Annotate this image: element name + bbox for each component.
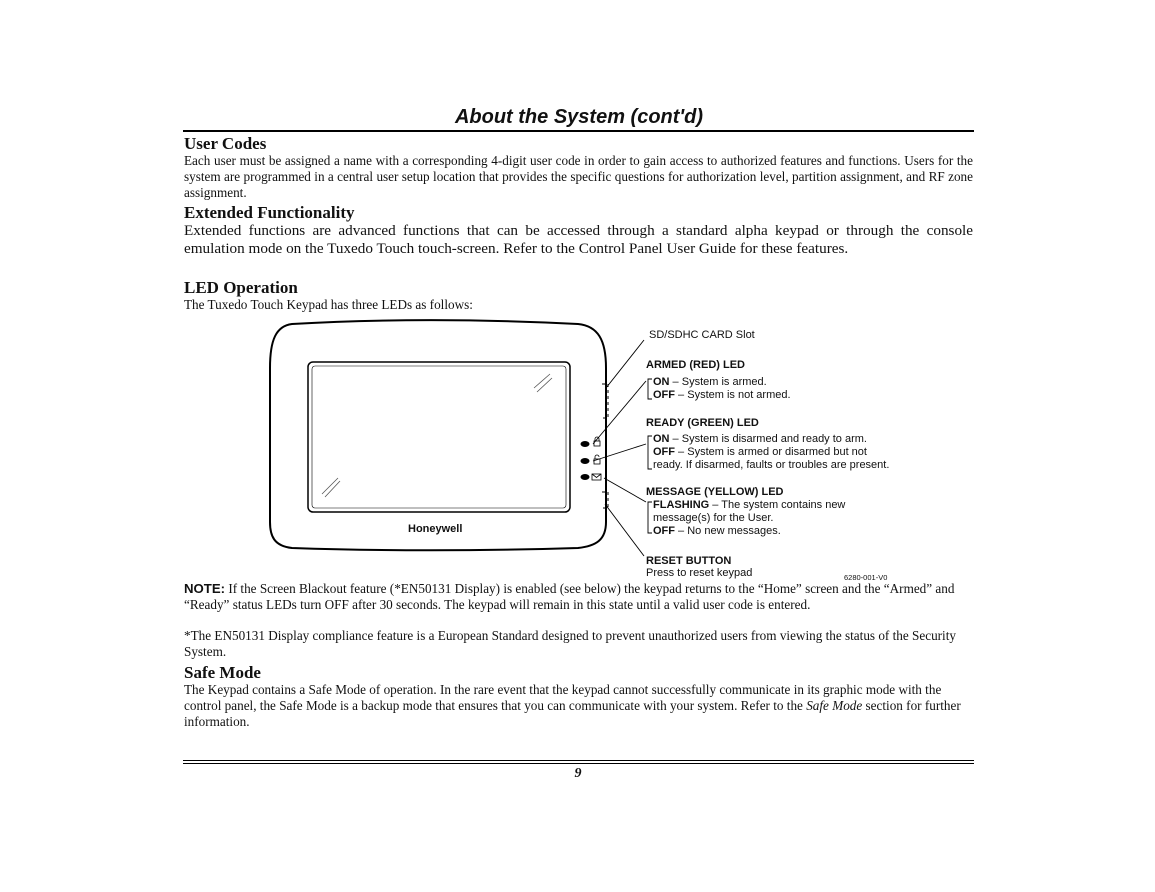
page-number: 9 bbox=[574, 766, 582, 781]
footnote-paragraph: *The EN50131 Display compliance feature is a European Standard designed to prevent unauthorized users from viewing the status of the Security System. bbox=[184, 628, 956, 659]
keypad-figure bbox=[260, 318, 900, 582]
heading-led-operation: LED Operation bbox=[184, 278, 298, 297]
armed-led bbox=[581, 441, 590, 447]
heading-extended-functionality: Extended Functionality bbox=[184, 203, 355, 222]
paragraph-extended-functionality: Extended functions are advanced functions that can be accessed through a standard alpha keypad or through the console emulation mode on the Tuxedo Touch touch-screen. Refer to the Control Panel User Guide for these features. bbox=[184, 222, 973, 257]
heading-safe-mode: Safe Mode bbox=[184, 663, 261, 682]
paragraph-safe-mode: The Keypad contains a Safe Mode of operation. In the rare event that the keypad cannot successfully communicate in its graphic mode with the control panel, the Safe Mode is a backup mode that ensures that you can communicate with your system. Refer to the Safe Mode section for further information. bbox=[184, 682, 961, 729]
footer-rule-bottom bbox=[183, 763, 974, 764]
armed-led-title: ARMED (RED) LED bbox=[646, 359, 745, 371]
message-led-flashing-cont: message(s) for the User. bbox=[653, 512, 774, 524]
paragraph-user-codes: Each user must be assigned a name with a corresponding 4-digit user code in order to gain access to authorized features and functions. Users for the system are programmed in a central user setup location that provides the specific questions for authorization level, partition assignment, and RF zone assignment. bbox=[184, 153, 973, 200]
message-led bbox=[581, 474, 590, 480]
note-paragraph: NOTE: If the Screen Blackout feature (*EN50131 Display) is enabled (see below) the keypad returns to the “Home” screen and the “Armed” and “Ready” status LEDs turn OFF after 30 seconds. The keypad will remain in this state until a valid user code is entered. bbox=[184, 581, 955, 612]
page-title: About the System (cont'd) bbox=[454, 106, 704, 128]
sd-slot-label: SD/SDHC CARD Slot bbox=[649, 329, 755, 341]
brand-logo-text: Honeywell bbox=[408, 523, 463, 535]
keypad-screen bbox=[308, 362, 570, 512]
ready-led-title: READY (GREEN) LED bbox=[646, 417, 759, 429]
ready-led-off-cont: ready. If disarmed, faults or troubles are present. bbox=[653, 459, 890, 471]
message-led-off: OFF – No new messages. bbox=[653, 525, 781, 537]
message-led-flashing: FLASHING – The system contains new bbox=[653, 499, 846, 511]
figure-code: 6280-001-V0 bbox=[844, 573, 888, 582]
ready-led-off: OFF – System is armed or disarmed but not bbox=[653, 446, 867, 458]
armed-led-on: ON – System is armed. bbox=[653, 376, 767, 388]
ready-led-on: ON – System is disarmed and ready to arm. bbox=[653, 433, 867, 445]
label-brackets bbox=[648, 379, 652, 533]
armed-led-off: OFF – System is not armed. bbox=[653, 389, 791, 401]
reset-button-title: RESET BUTTON bbox=[646, 555, 732, 567]
ready-led bbox=[581, 458, 590, 464]
footer-rule-top bbox=[183, 760, 974, 761]
reset-button-desc: Press to reset keypad bbox=[646, 567, 753, 579]
heading-user-codes: User Codes bbox=[184, 134, 267, 153]
paragraph-led-intro: The Tuxedo Touch Keypad has three LEDs as follows: bbox=[184, 297, 473, 312]
message-led-title: MESSAGE (YELLOW) LED bbox=[646, 486, 784, 498]
title-rule bbox=[183, 130, 974, 132]
